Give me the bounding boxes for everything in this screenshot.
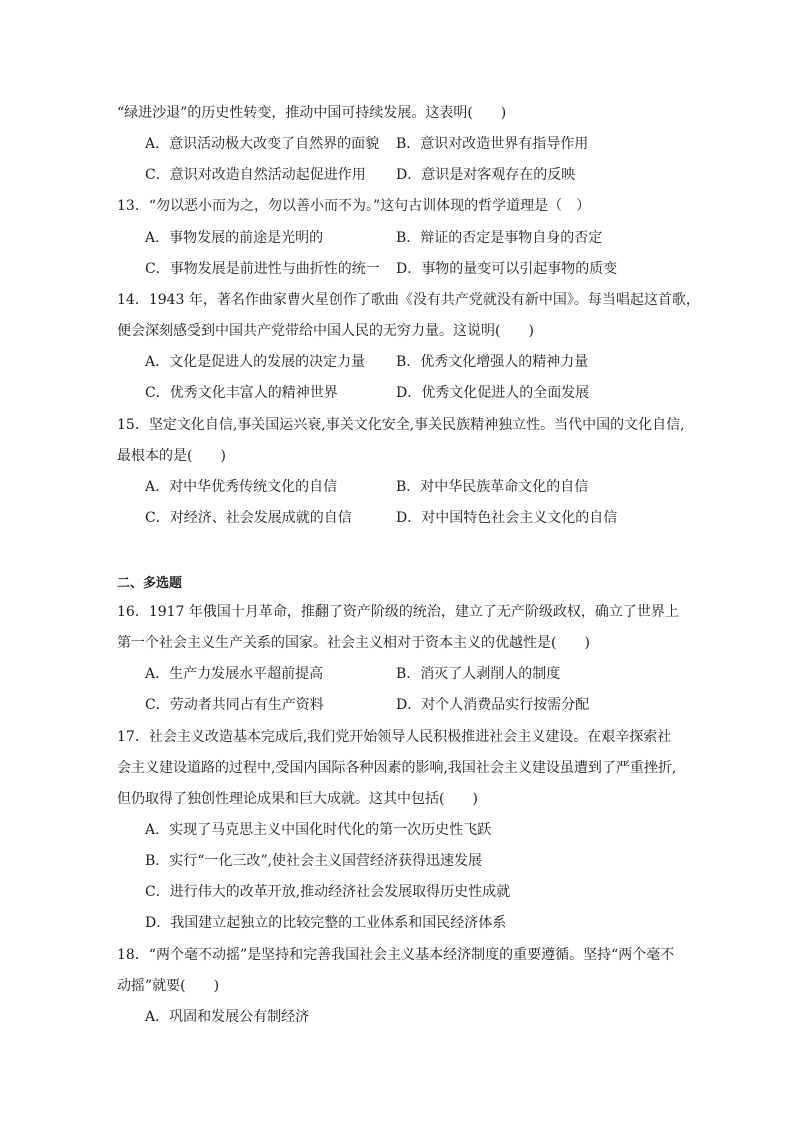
q14-option-d: D．优秀文化促进人的全面发展 — [396, 385, 590, 401]
q18-stem-line2: 动摇”就要( ) — [117, 978, 220, 994]
q18-option-a: A．巩固和发展公有制经济 — [145, 1009, 310, 1025]
q17-option-c: C．进行伟大的改革开放,推动经济社会发展取得历史性成就 — [145, 884, 511, 900]
q16-stem-line2: 第一个社会主义生产关系的国家。社会主义相对于资本主义的优越性是( ) — [117, 635, 590, 651]
q17-option-d: D．我国建立起独立的比较完整的工业体系和国民经济体系 — [145, 915, 507, 931]
q16-option-d: D．对个人消费品实行按需分配 — [396, 697, 590, 713]
q12-option-b: B．意识对改造世界有指导作用 — [396, 136, 589, 152]
q15-option-c: C．对经济、社会发展成就的自信 — [145, 510, 352, 526]
q12-option-c: C．意识对改造自然活动起促进作用 — [145, 167, 366, 183]
q15-stem-line2: 最根本的是( ) — [117, 448, 226, 464]
q13-option-b: B．辩证的否定是事物自身的否定 — [396, 230, 603, 246]
q14-option-a: A．文化是促进人的发展的决定力量 — [145, 354, 366, 370]
q17-option-a: A．实现了马克思主义中国化时代化的第一次历史性飞跃 — [145, 822, 492, 838]
q15-option-d: D．对中国特色社会主义文化的自信 — [396, 510, 618, 526]
q16-option-c: C．劳动者共同占有生产资料 — [145, 697, 324, 713]
q16-option-a: A．生产力发展水平超前提高 — [145, 666, 324, 682]
q17-option-b: B．实行“一化三改”,使社会主义国营经济获得迅速发展 — [145, 853, 483, 869]
q12-option-a: A．意识活动极大改变了自然界的面貌 — [145, 136, 380, 152]
q18-stem-line1: 18．“两个毫不动摇”是坚持和完善我国社会主义基本经济制度的重要遵循。坚持“两个毫不 — [117, 947, 675, 963]
q17-stem-line2: 会主义建设道路的过程中,受国内国际各种因素的影响,我国社会主义建设虽遭到了严重挫折, — [117, 760, 677, 776]
q14-option-b: B．优秀文化增强人的精神力量 — [396, 354, 589, 370]
q14-stem-line1: 14．1943 年，著名作曲家曹火星创作了歌曲《没有共产党就没有新中国》。每当唱起这首歌， — [117, 292, 700, 308]
q16-stem-line1: 16．1917 年俄国十月革命，推翻了资产阶级的统治，建立了无产阶级政权，确立了世界上 — [117, 604, 679, 620]
q13-stem: 13．“勿以恶小而为之，勿以善小而不为。”这句古训体现的哲学道理是（ ） — [117, 198, 591, 214]
q17-stem-line1: 17．社会主义改造基本完成后,我们党开始领导人民积极推进社会主义建设。在艰辛探索社 — [117, 729, 672, 745]
q16-option-b: B．消灭了人剥削人的制度 — [396, 666, 561, 682]
q14-stem-line2: 便会深刻感受到中国共产党带给中国人民的无穷力量。这说明( ) — [117, 323, 534, 339]
section-title-multiple-choice: 二、多选题 — [117, 576, 183, 591]
q14-option-c: C．优秀文化丰富人的精神世界 — [145, 385, 338, 401]
q13-option-a: A．事物发展的前途是光明的 — [145, 230, 324, 246]
q12-stem: “绿进沙退”的历史性转变，推动中国可持续发展。这表明( ) — [117, 105, 507, 121]
q15-stem-line1: 15．坚定文化自信,事关国运兴衰,事关文化安全,事关民族精神独立性。当代中国的文化自信, — [117, 417, 685, 433]
q15-option-a: A．对中华优秀传统文化的自信 — [145, 479, 338, 495]
q13-option-d: D．事物的量变可以引起事物的质变 — [396, 261, 618, 277]
q12-option-d: D．意识是对客观存在的反映 — [396, 167, 576, 183]
q13-option-c: C．事物发展是前进性与曲折性的统一 — [145, 261, 380, 277]
q17-stem-line3: 但仍取得了独创性理论成果和巨大成就。这其中包括( ) — [117, 791, 478, 807]
q15-option-b: B．对中华民族革命文化的自信 — [396, 479, 589, 495]
